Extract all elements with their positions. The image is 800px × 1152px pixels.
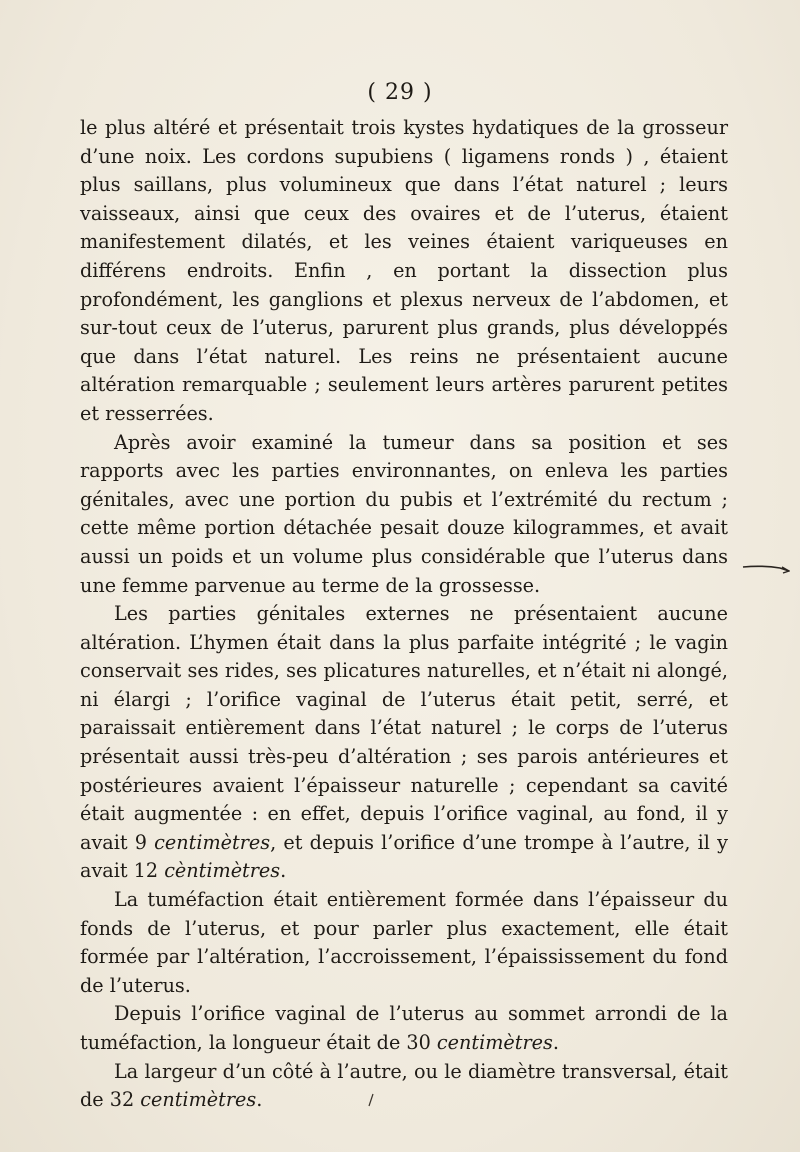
italic-unit: centimètres — [140, 1088, 257, 1112]
paragraph-1 — [80, 114, 728, 429]
paragraph-5 — [80, 1000, 728, 1057]
body-text — [80, 114, 728, 1115]
text-run: le plus altéré et présentait trois kystes hydatiques de la grosseur d’une noix. Les cordons supubiens ( ligamens ronds ) , étaient plus saillans, plus volumineux que dans l’état naturel ; leurs vaisseaux, ainsi que ceux des ovaires et de l’uterus, étaient manifestement dilatés, et les veines étaient variqueuses en différens endroits. Enfin , en portant la dissection plus profondément, les ganglions et plexus nerveux de l’abdomen, et sur-tout ceux de l’uterus, parurent plus grands, plus développés que dans l’état naturel. Les reins ne présentaient aucune altération remarquable ; seulement leurs artères parurent petites et resserrées. — [80, 116, 728, 425]
text-run: La largeur d’un côté à l’autre, ou le diamètre transversal, était de 32 — [80, 1059, 728, 1112]
italic-unit: centimètres — [154, 830, 271, 854]
italic-unit: centimètres — [436, 1031, 553, 1054]
text-run: . — [552, 1031, 559, 1054]
margin-pen-mark — [742, 563, 790, 575]
text-run: . — [280, 859, 287, 883]
text-run: La tuméfaction était entièrement formée dans l’épaisseur du fonds de l’uterus, et pour parler plus exactement, elle était formée par l’altération, l’accroissement, l’épaississement du fond de l’uterus. — [80, 888, 728, 997]
page-number: ( 29 ) — [367, 80, 433, 105]
paragraph-2 — [80, 429, 728, 601]
paragraph-3 — [80, 600, 728, 886]
stray-ink-mark — [367, 1093, 375, 1107]
paragraph-6 — [80, 1058, 728, 1115]
text-run: Après avoir examiné la tumeur dans sa position et ses rapports avec les parties environnantes, on enleva les parties génitales, avec une portion du pubis et l’extrémité du rectum ; cette même portion détachée pesait douze kilogrammes, et avait aussi un poids et un volume plus considérable que l’uterus dans une femme parvenue au terme de la grossesse. — [80, 430, 728, 597]
text-run: . — [256, 1088, 263, 1112]
italic-unit: cèntimètres — [164, 859, 281, 883]
text-run: Depuis l’orifice vaginal de l’uterus au sommet arrondi de la tuméfaction, la longueur était de 30 — [80, 1002, 728, 1054]
text-run: Les parties génitales externes ne présentaient aucune altération. L’hymen était dans la plus parfaite intégrité ; le vagin conservait ses rides, ses plicatures naturelles, et n’était ni alongé, ni élargi ; l’orifice vaginal de l’uterus était petit, serré, et paraissait entièrement dans l’état naturel ; le corps de l’uterus présentait aussi très-peu d’altération ; ses parois antérieures et postérieures avaient l’épaisseur naturelle ; cependant sa cavité était augmentée : en effet, depuis l’orifice vaginal, au fond, il y avait 9 — [80, 602, 728, 854]
text-run: , et depuis l’orifice d’une trompe à l’autre, il y avait 12 — [80, 830, 728, 883]
paragraph-4 — [80, 886, 728, 1000]
